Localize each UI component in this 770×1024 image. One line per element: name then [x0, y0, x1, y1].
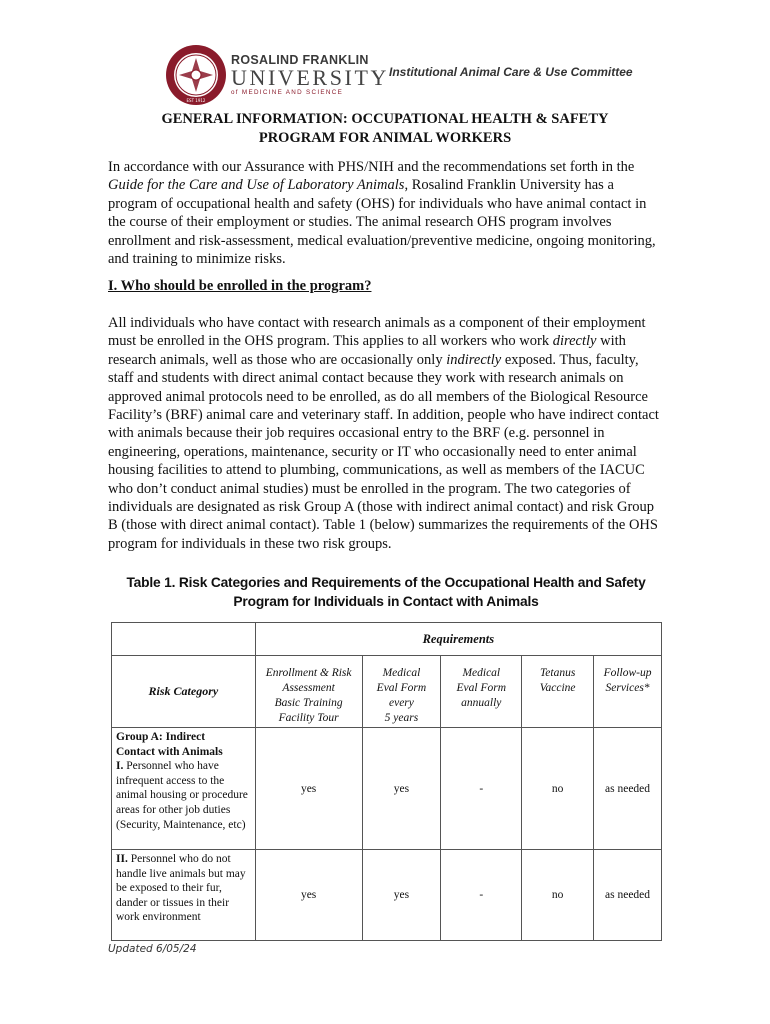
col-header-line: Medical — [462, 667, 501, 679]
group-a-title-line-1: Group A: Indirect — [116, 731, 206, 743]
intro-text-2: , Rosalind Franklin University has a program of occupational health and safety (OHS) for individuals who have animal contact in the course of their employment or studies. The animal research OHS program involves enrollment and risk-assessment, medical evaluation/preventive medicine, ongoing monitoring, and training to minimize risks. — [108, 177, 656, 268]
group-a-row-1-desc — [116, 759, 251, 832]
col-header-line: 5 years — [384, 712, 419, 724]
table-cell: yes — [362, 728, 441, 850]
col-header-line: Vaccine — [539, 682, 576, 694]
row-number: II. — [116, 853, 128, 865]
column-header-follow-up — [594, 656, 662, 728]
guide-title: Guide for the Care and Use of Laboratory Animals — [108, 177, 405, 194]
group-a-row-2-desc — [116, 852, 251, 925]
table-row — [112, 850, 662, 941]
directly-emphasis: directly — [552, 333, 597, 350]
table-header-row — [112, 623, 662, 656]
intro-text-1: In accordance with our Assurance with PHS/NIH and the recommendations set forth in the — [108, 159, 635, 175]
university-name-line2: UNIVERSITY — [231, 64, 389, 90]
col-header-line: annually — [461, 697, 502, 709]
university-seal-icon — [165, 44, 227, 106]
university-name-line3: of MEDICINE AND SCIENCE — [231, 88, 344, 96]
col-header-line: Tetanus — [539, 667, 576, 679]
risk-category-header: Risk Category — [112, 656, 256, 728]
column-header-enrollment — [255, 656, 362, 728]
col-header-line: Enrollment & Risk — [265, 667, 352, 679]
committee-name: Institutional Animal Care & Use Committee — [389, 65, 633, 79]
section-1-text-3: exposed. Thus, faculty, staff and students with direct animal contact because they work with research animals on approved animal protocols need to be enrolled, as do all members of the Biological Resource Facility’s (BRF) animal care and veterinary staff. In addition, people who have indirect contact with animals because their job requires occasional entry to the BRF (e.g. personnel in engineering, operations, maintenance, security or IT who occasionally need to enter animal housing facilities to attend to plumbing, communications, as well as members of the IACUC who don’t conduct animal studies) must be enrolled in the program. The two categories of individuals are designated as risk Group A (those with indirect animal contact) and risk Group B (those with direct animal contact). Table 1 (below) summarizes the requirements of the OHS program for individuals in these two risk groups. — [108, 351, 659, 552]
group-a-row-2-category — [112, 850, 256, 941]
title-line-1: GENERAL INFORMATION: OCCUPATIONAL HEALTH & SAFETY — [161, 111, 609, 127]
row-description: Personnel who have infrequent access to the animal housing or procedure areas for other job duties (Security, Maintenance, etc) — [116, 760, 248, 831]
title-line-2: PROGRAM FOR ANIMAL WORKERS — [258, 130, 512, 146]
university-name — [231, 54, 389, 96]
section-1-heading: I. Who should be enrolled in the program? — [108, 278, 372, 294]
col-header-line: Medical — [382, 667, 421, 679]
table-cell: yes — [255, 728, 362, 850]
table-cell: as needed — [594, 728, 662, 850]
table-cell: no — [522, 728, 594, 850]
row-description: Personnel who do not handle live animals but may be exposed to their fur, dander or tissues in their work environment — [116, 853, 246, 924]
risk-requirements-table — [111, 622, 662, 941]
updated-date: Updated 6/05/24 — [108, 943, 197, 955]
svg-text:EST 1912: EST 1912 — [186, 98, 206, 103]
table-column-header-row — [112, 656, 662, 728]
table-caption-line-2: Program for Individuals in Contact with Animals — [233, 594, 539, 609]
table-caption — [108, 573, 664, 611]
col-header-line: Services* — [605, 682, 650, 694]
section-1-text-2: with research animals, well as those who are occasionally only — [108, 333, 626, 368]
table-cell: no — [522, 850, 594, 941]
intro-paragraph — [108, 158, 660, 268]
university-name-line1: ROSALIND FRANKLIN — [231, 53, 369, 67]
column-header-tetanus — [522, 656, 594, 728]
group-a-title-line-2: Contact with Animals — [116, 745, 223, 758]
col-header-line: Follow-up — [603, 667, 652, 679]
col-header-line: Assessment — [282, 682, 335, 694]
page-title — [100, 110, 670, 148]
group-a-row-1-category — [112, 728, 256, 850]
indirectly-emphasis: indirectly — [446, 351, 502, 368]
col-header-line: Eval Form — [456, 682, 507, 694]
table-cell: - — [441, 850, 522, 941]
column-header-medical-annual — [441, 656, 522, 728]
table-cell: - — [441, 728, 522, 850]
table-cell: yes — [255, 850, 362, 941]
col-header-line: Basic Training — [274, 697, 343, 709]
table-cell: yes — [362, 850, 441, 941]
table-cell: as needed — [594, 850, 662, 941]
section-1-text-1: All individuals who have contact with research animals as a component of their employment must be enrolled in the OHS program. This applies to all workers who work — [108, 315, 646, 350]
column-header-medical-5yr — [362, 656, 441, 728]
col-header-line: Eval Form — [376, 682, 427, 694]
table-caption-line-1: Table 1. Risk Categories and Requirements of the Occupational Health and Safety — [126, 575, 646, 590]
blank-corner-cell — [112, 623, 256, 656]
col-header-line: Facility Tour — [278, 712, 339, 724]
table-row — [112, 728, 662, 850]
col-header-line: every — [388, 697, 414, 709]
section-1-paragraph — [108, 314, 660, 553]
row-number: I. — [116, 760, 124, 773]
requirements-header: Requirements — [255, 623, 661, 656]
